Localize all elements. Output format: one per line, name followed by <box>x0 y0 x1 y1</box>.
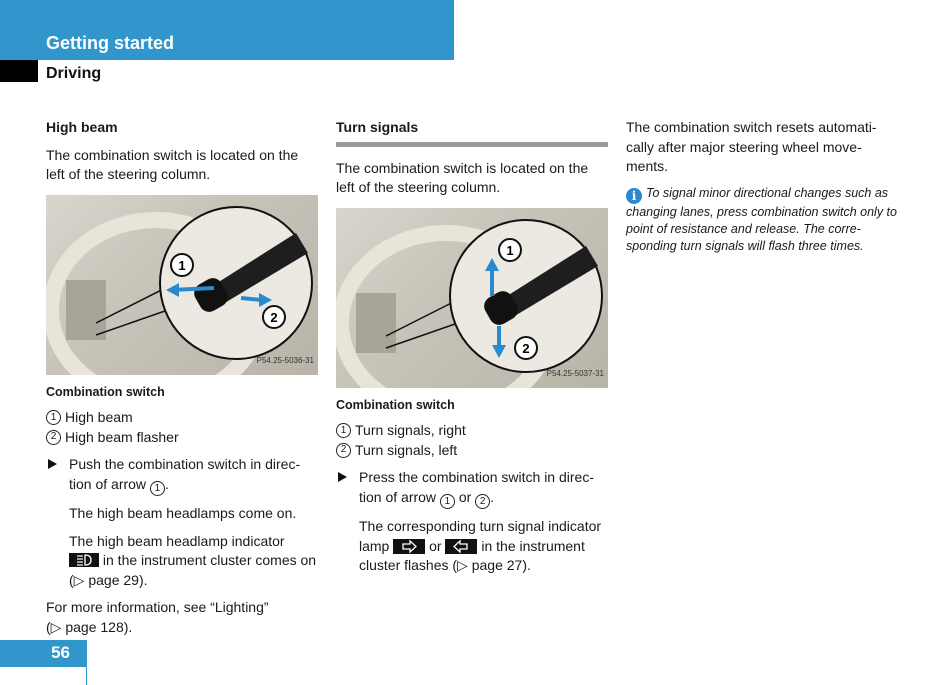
result-text-indicator <box>46 532 318 591</box>
turn-signals-heading: Turn signals <box>336 118 608 147</box>
list-item <box>46 408 318 428</box>
list-item <box>336 441 608 461</box>
number-circle: 2 <box>336 443 351 458</box>
instruction-step <box>46 455 318 496</box>
page-title: Getting started <box>46 33 175 53</box>
number-circle: 1 <box>150 481 165 496</box>
number-circle: 1 <box>336 423 351 438</box>
page-ref-icon: ▷ <box>457 557 468 573</box>
figure-label-1: 1 <box>506 242 514 258</box>
number-circle: 1 <box>46 410 61 425</box>
page-ref-icon: ▷ <box>73 571 85 588</box>
step-text: Push the combination switch in direc-tion of arrow <box>69 456 301 492</box>
right-turn-indicator-icon <box>393 539 425 554</box>
info-icon: i <box>626 188 642 204</box>
more-info-text: For more information, see “Lighting” (▷ page 128). <box>46 599 269 635</box>
step-text-end: . <box>490 488 495 505</box>
instruction-step <box>336 468 608 509</box>
list-item-label: Turn signals, left <box>355 441 458 458</box>
result-text <box>336 517 608 576</box>
page-ref-icon: ▷ <box>50 618 62 635</box>
left-turn-indicator-icon <box>445 539 477 554</box>
indicator-text: The high beam headlamp indicator <box>69 532 285 549</box>
indicator-text-2: in the instrument cluster comes on ( <box>69 552 317 588</box>
high-beam-intro: The combination switch is located on the left of the steering column. <box>46 146 299 182</box>
figure-code: P54.25-5037-31 <box>546 369 604 378</box>
combination-switch-illustration <box>46 195 318 375</box>
step-or: or <box>454 488 476 505</box>
turn-signals-figure <box>336 208 608 388</box>
list-item-label: High beam flasher <box>65 428 179 445</box>
result-text-a: The corresponding turn signal indicator lamp <box>359 518 602 554</box>
number-circle: 1 <box>440 494 455 509</box>
combination-switch-illustration <box>336 208 608 388</box>
figure-caption: Combination switch <box>46 384 165 399</box>
section-title: Driving <box>46 65 102 82</box>
turn-signals-column <box>336 118 608 576</box>
info-note-text: To signal minor directional changes such as changing lanes, press combination switch only to point of resistance and release. The corre-sponding turn signals will flash three times. <box>626 185 897 253</box>
result-or: or <box>425 537 446 554</box>
info-note <box>626 185 901 256</box>
result-page-ref[interactable]: page 27). <box>467 557 531 573</box>
step-text: Press the combination switch in direc-tion of arrow <box>359 469 594 505</box>
reset-column <box>626 118 901 255</box>
bullet-triangle-icon <box>48 459 57 469</box>
figure-label-1: 1 <box>178 257 186 273</box>
high-beam-indicator-icon <box>69 553 99 567</box>
high-beam-heading: High beam <box>46 119 118 135</box>
list-item <box>46 428 318 448</box>
reset-text: The combination switch resets automati-cally after major steering wheel move-ments. <box>626 119 877 174</box>
list-item-label: High beam <box>65 409 133 425</box>
result-text: The high beam headlamps come on. <box>69 505 297 521</box>
figure-caption: Combination switch <box>336 397 455 412</box>
more-info-page-ref[interactable]: page 128). <box>61 618 133 635</box>
turn-signals-intro: The combination switch is located on the left of the steering column. <box>336 159 589 195</box>
high-beam-column <box>46 118 318 637</box>
indicator-page-ref[interactable]: page 29). <box>84 571 148 588</box>
list-item-label: Turn signals, right <box>355 422 466 438</box>
bullet-triangle-icon <box>338 472 347 482</box>
section-marker <box>0 60 38 82</box>
page-number-frame <box>0 665 87 685</box>
result-text-b: in the instrument cluster flashes ( <box>359 537 585 573</box>
figure-label-2: 2 <box>270 309 278 325</box>
number-circle: 2 <box>46 430 61 445</box>
high-beam-figure <box>46 195 318 375</box>
figure-label-2: 2 <box>522 340 530 356</box>
figure-code: P54.25-5036-31 <box>256 356 314 365</box>
more-info: For more information, see “Lighting” <box>46 599 269 615</box>
step-text-end: . <box>164 475 169 492</box>
list-item <box>336 421 608 441</box>
number-circle: 2 <box>475 494 490 509</box>
page-number: 56 <box>0 640 87 665</box>
